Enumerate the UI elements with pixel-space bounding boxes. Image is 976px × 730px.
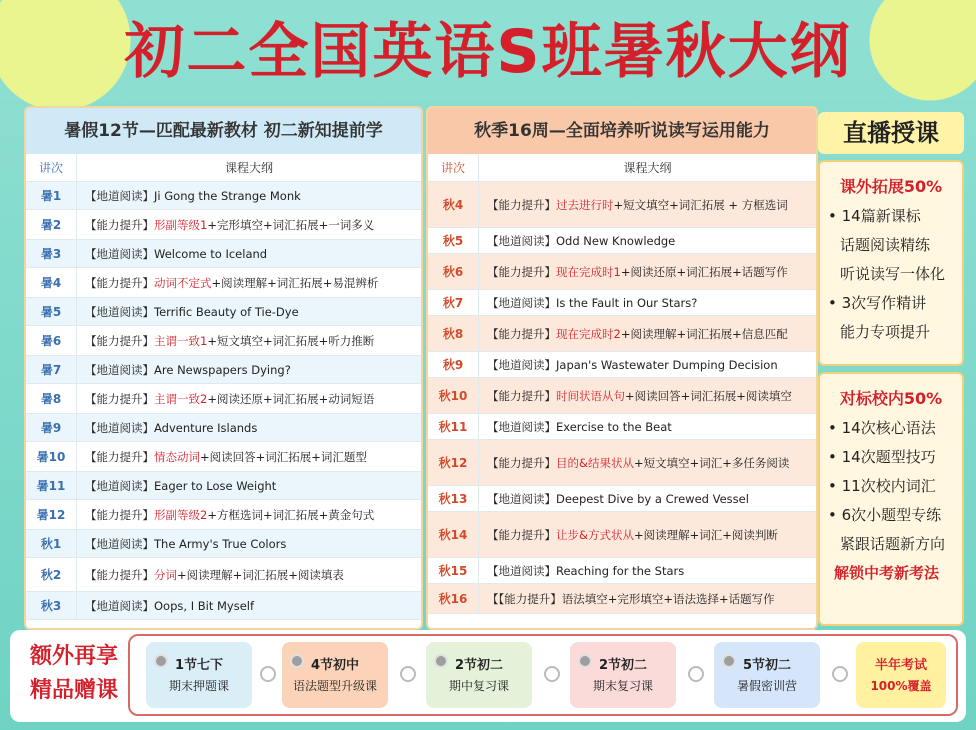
school-highlight: 解锁中考新考法 (834, 564, 940, 582)
outline-text: +阅读理解+词汇+阅读判断 (633, 527, 778, 542)
lesson-number: 秋5 (428, 228, 479, 253)
lesson-outline (479, 491, 816, 507)
lesson-number: 秋13 (428, 486, 479, 511)
arrow-icon (688, 666, 704, 682)
bullet-icon (722, 654, 736, 668)
autumn-header: 秋季16周—全面培养听说读写运用能力 (428, 108, 816, 154)
col-num-header: 讲次 (428, 154, 479, 181)
outline-text: +阅读还原+词汇拓展+话题写作 (620, 264, 788, 279)
lesson-outline (77, 362, 421, 378)
table-row (26, 182, 421, 210)
summer-panel (24, 106, 423, 630)
table-row (428, 558, 816, 584)
table-row (26, 326, 421, 356)
lesson-outline (479, 527, 816, 543)
outline-text: +阅读回答+词汇拓展+阅读填空 (625, 388, 792, 403)
outline-text: 【地道阅读】Japan's Wastewater Dumping Decision (487, 357, 778, 372)
outline-text: +阅读理解+词汇拓展+易混辨析 (211, 275, 379, 290)
outline-text: +阅读回答+词汇拓展+词汇题型 (200, 449, 367, 464)
extension-box (818, 160, 964, 366)
summer-header: 暑假12节—匹配最新教材 初二新知提前学 (26, 108, 421, 154)
outline-text: 【能力提升】 (487, 197, 556, 212)
autumn-table-header (428, 154, 816, 182)
table-row (428, 440, 816, 486)
bullet-icon (154, 654, 168, 668)
lesson-number: 秋7 (428, 290, 479, 315)
outline-text: 【地道阅读】Odd New Knowledge (487, 233, 676, 248)
outline-highlight: 情态动词 (154, 449, 200, 464)
card-line1: 1节七下 (174, 658, 224, 673)
outline-text: 【地道阅读】Exercise to the Beat (487, 419, 672, 434)
outline-highlight: 目的&结果状从 (556, 455, 634, 470)
table-row (428, 352, 816, 378)
outline-text: 【【能力提升】语法填空+完形填空+语法选择+话题写作 (487, 591, 775, 606)
extension-item: • 14篇新课标 (828, 207, 921, 225)
lesson-outline (77, 536, 421, 552)
lesson-number: 秋12 (428, 440, 479, 485)
outline-text: 【能力提升】 (85, 333, 154, 348)
lesson-outline (77, 333, 421, 349)
bullet-icon (434, 654, 448, 668)
col-num-header: 讲次 (26, 154, 77, 181)
lesson-number: 秋2 (26, 558, 77, 591)
lesson-outline (77, 217, 421, 233)
outline-text: 【地道阅读】Reaching for the Stars (487, 563, 685, 578)
table-row (428, 290, 816, 316)
outline-text: +短文填空+词汇+多任务阅读 (633, 455, 790, 470)
lesson-outline (77, 478, 421, 494)
outline-text: 【地道阅读】Are Newspapers Dying? (85, 362, 291, 377)
lesson-number: 暑2 (26, 210, 77, 239)
outline-text: 【地道阅读】The Army's True Colors (85, 536, 287, 551)
card-line2: 期末复习课 (592, 679, 653, 693)
table-row (428, 254, 816, 290)
outline-text: +短文填空+词汇拓展+听力推断 (207, 333, 375, 348)
outline-text: 【能力提升】 (487, 455, 556, 470)
school-title: 对标校内50% (839, 389, 943, 408)
outline-text: 【能力提升】 (487, 388, 556, 403)
outline-text: 【地道阅读】Oops, I Bit Myself (85, 598, 255, 613)
lesson-outline (479, 455, 816, 471)
table-row (26, 500, 421, 530)
table-row (26, 558, 421, 592)
arrow-icon (260, 666, 276, 682)
outline-highlight: 形副等级1 (154, 217, 208, 232)
summer-rows (26, 182, 421, 620)
autumn-rows (428, 182, 816, 614)
outline-text: 【能力提升】 (85, 391, 154, 406)
extension-item: 能力专项提升 (840, 323, 931, 341)
table-row (26, 240, 421, 268)
school-item: • 11次校内词汇 (828, 477, 936, 495)
col-outline-header: 课程大纲 (623, 161, 672, 175)
outline-text: 【地道阅读】Terrific Beauty of Tie-Dye (85, 304, 299, 319)
outline-text: 【能力提升】 (487, 264, 556, 279)
lesson-outline (479, 295, 816, 311)
lesson-number: 暑6 (26, 326, 77, 355)
outline-text: 【能力提升】 (487, 527, 556, 542)
outline-highlight: 分词 (154, 567, 177, 582)
bonus-card (856, 642, 946, 708)
school-item: • 14次核心语法 (828, 419, 936, 437)
outline-highlight: 过去进行时 (556, 197, 614, 212)
card-line1: 5节初二 (742, 658, 792, 673)
outline-text: 【能力提升】 (85, 449, 154, 464)
lesson-outline (479, 419, 816, 435)
lesson-number: 秋15 (428, 558, 479, 583)
lesson-number: 暑8 (26, 384, 77, 413)
outline-text: 【地道阅读】Deepest Dive by a Crewed Vessel (487, 491, 749, 506)
school-item: • 14次题型技巧 (828, 448, 936, 466)
table-row (26, 442, 421, 472)
card-line1: 半年考试 (874, 658, 927, 673)
card-line2: 语法题型升级课 (292, 679, 377, 693)
lesson-outline (77, 275, 421, 291)
card-line1: 2节初二 (598, 658, 648, 673)
bonus-strip (10, 630, 966, 722)
table-row (26, 530, 421, 558)
lesson-number: 暑10 (26, 442, 77, 471)
table-row (26, 210, 421, 240)
bullet-icon (290, 654, 304, 668)
lesson-number: 秋10 (428, 378, 479, 413)
table-row (26, 298, 421, 326)
outline-highlight: 现在完成时1 (556, 264, 621, 279)
bonus-card (570, 642, 676, 708)
table-row (428, 584, 816, 614)
outline-text: 【能力提升】 (85, 275, 154, 290)
table-row (428, 486, 816, 512)
lesson-number: 暑1 (26, 182, 77, 209)
lesson-number: 暑4 (26, 268, 77, 297)
arrow-icon (544, 666, 560, 682)
outline-text: 【地道阅读】Welcome to Iceland (85, 246, 268, 261)
bonus-card (146, 642, 252, 708)
school-item: • 6次小题型专练 (828, 506, 942, 524)
autumn-panel (426, 106, 818, 630)
extension-title: 课外拓展50% (839, 177, 943, 196)
outline-text: 【地道阅读】Is the Fault in Our Stars? (487, 295, 698, 310)
card-line2: 100%覆盖 (870, 679, 932, 693)
bonus-label-line2: 精品赠课 (29, 678, 118, 703)
outline-text: 【地道阅读】Ji Gong the Strange Monk (85, 188, 301, 203)
outline-highlight: 时间状语从句 (556, 388, 625, 403)
outline-highlight: 现在完成时2 (556, 326, 621, 341)
lesson-number: 秋3 (26, 592, 77, 619)
lesson-outline (77, 598, 421, 614)
outline-text: 【能力提升】 (85, 567, 154, 582)
lesson-outline (479, 264, 816, 280)
outline-text: 【能力提升】 (85, 217, 154, 232)
lesson-outline (77, 304, 421, 320)
lesson-number: 秋14 (428, 512, 479, 557)
outline-text: +完形填空+词汇拓展+一词多义 (207, 217, 375, 232)
outline-text: 【能力提升】 (487, 326, 556, 341)
lesson-outline (479, 326, 816, 342)
lesson-outline (77, 188, 421, 204)
lesson-outline (77, 449, 421, 465)
page-title: 初二全国英语S班暑秋大纲 (124, 17, 852, 87)
card-line1: 2节初二 (454, 658, 504, 673)
card-line2: 期中复习课 (448, 679, 509, 693)
table-row (428, 316, 816, 352)
lesson-number: 暑5 (26, 298, 77, 325)
table-row (428, 378, 816, 414)
bonus-card (714, 642, 820, 708)
lesson-number: 秋11 (428, 414, 479, 439)
bonus-label-line1: 额外再享 (29, 644, 118, 669)
outline-text: +阅读理解+词汇拓展+阅读填表 (177, 567, 344, 582)
col-outline-header: 课程大纲 (224, 161, 273, 175)
extension-item: • 3次写作精讲 (828, 294, 927, 312)
bonus-card (426, 642, 532, 708)
summer-table-header (26, 154, 421, 182)
table-row (26, 472, 421, 500)
outline-text: +短文填空+词汇拓展 + 方框选词 (613, 197, 788, 212)
extension-item: 话题阅读精练 (840, 236, 931, 254)
lesson-outline (77, 567, 421, 583)
arrow-icon (400, 666, 416, 682)
table-row (26, 414, 421, 442)
lesson-number: 暑12 (26, 500, 77, 529)
lesson-outline (479, 563, 816, 579)
outline-text: +阅读理解+词汇拓展+信息匹配 (620, 326, 788, 341)
extension-item: 听说读写一体化 (840, 265, 946, 283)
outline-highlight: 让步&方式状从 (556, 527, 634, 542)
lesson-outline (479, 197, 816, 213)
bonus-card (282, 642, 388, 708)
lesson-number: 暑7 (26, 356, 77, 383)
table-row (26, 384, 421, 414)
table-row (428, 228, 816, 254)
lesson-outline (479, 357, 816, 373)
lesson-number: 暑3 (26, 240, 77, 267)
lesson-number: 暑9 (26, 414, 77, 441)
outline-text: +方框选词+词汇拓展+黄金句式 (207, 507, 375, 522)
bonus-label (20, 640, 128, 708)
school-item: 紧跟话题新方向 (840, 535, 946, 553)
lesson-outline (77, 507, 421, 523)
school-box (818, 372, 964, 626)
lesson-number: 秋8 (428, 316, 479, 351)
table-row (26, 268, 421, 298)
table-row (428, 182, 816, 228)
table-row (26, 356, 421, 384)
outline-text: +阅读还原+词汇拓展+动词短语 (207, 391, 375, 406)
table-row (26, 592, 421, 620)
outline-text: 【能力提升】 (85, 507, 154, 522)
lesson-outline (479, 233, 816, 249)
bullet-icon (578, 654, 592, 668)
outline-text: 【地道阅读】Adventure Islands (85, 420, 258, 435)
outline-highlight: 形副等级2 (154, 507, 208, 522)
lesson-outline (77, 391, 421, 407)
lesson-number: 秋1 (26, 530, 77, 557)
lesson-number: 秋6 (428, 254, 479, 289)
lesson-outline (77, 246, 421, 262)
card-line2: 暑假密训营 (736, 679, 797, 693)
card-line1: 4节初中 (310, 658, 360, 673)
outline-highlight: 动词不定式 (154, 275, 212, 290)
lesson-number: 暑11 (26, 472, 77, 499)
arrow-icon (832, 666, 848, 682)
bonus-cards (128, 634, 958, 716)
lesson-number: 秋16 (428, 584, 479, 613)
live-header: 直播授课 (818, 112, 964, 154)
lesson-outline (77, 420, 421, 436)
lesson-outline (479, 388, 816, 404)
lesson-outline (479, 591, 816, 607)
table-row (428, 414, 816, 440)
lesson-number: 秋9 (428, 352, 479, 377)
outline-highlight: 主谓一致2 (154, 391, 208, 406)
lesson-number: 秋4 (428, 182, 479, 227)
outline-text: 【地道阅读】Eager to Lose Weight (85, 478, 277, 493)
outline-highlight: 主谓一致1 (154, 333, 208, 348)
card-line2: 期末押题课 (168, 679, 229, 693)
table-row (428, 512, 816, 558)
